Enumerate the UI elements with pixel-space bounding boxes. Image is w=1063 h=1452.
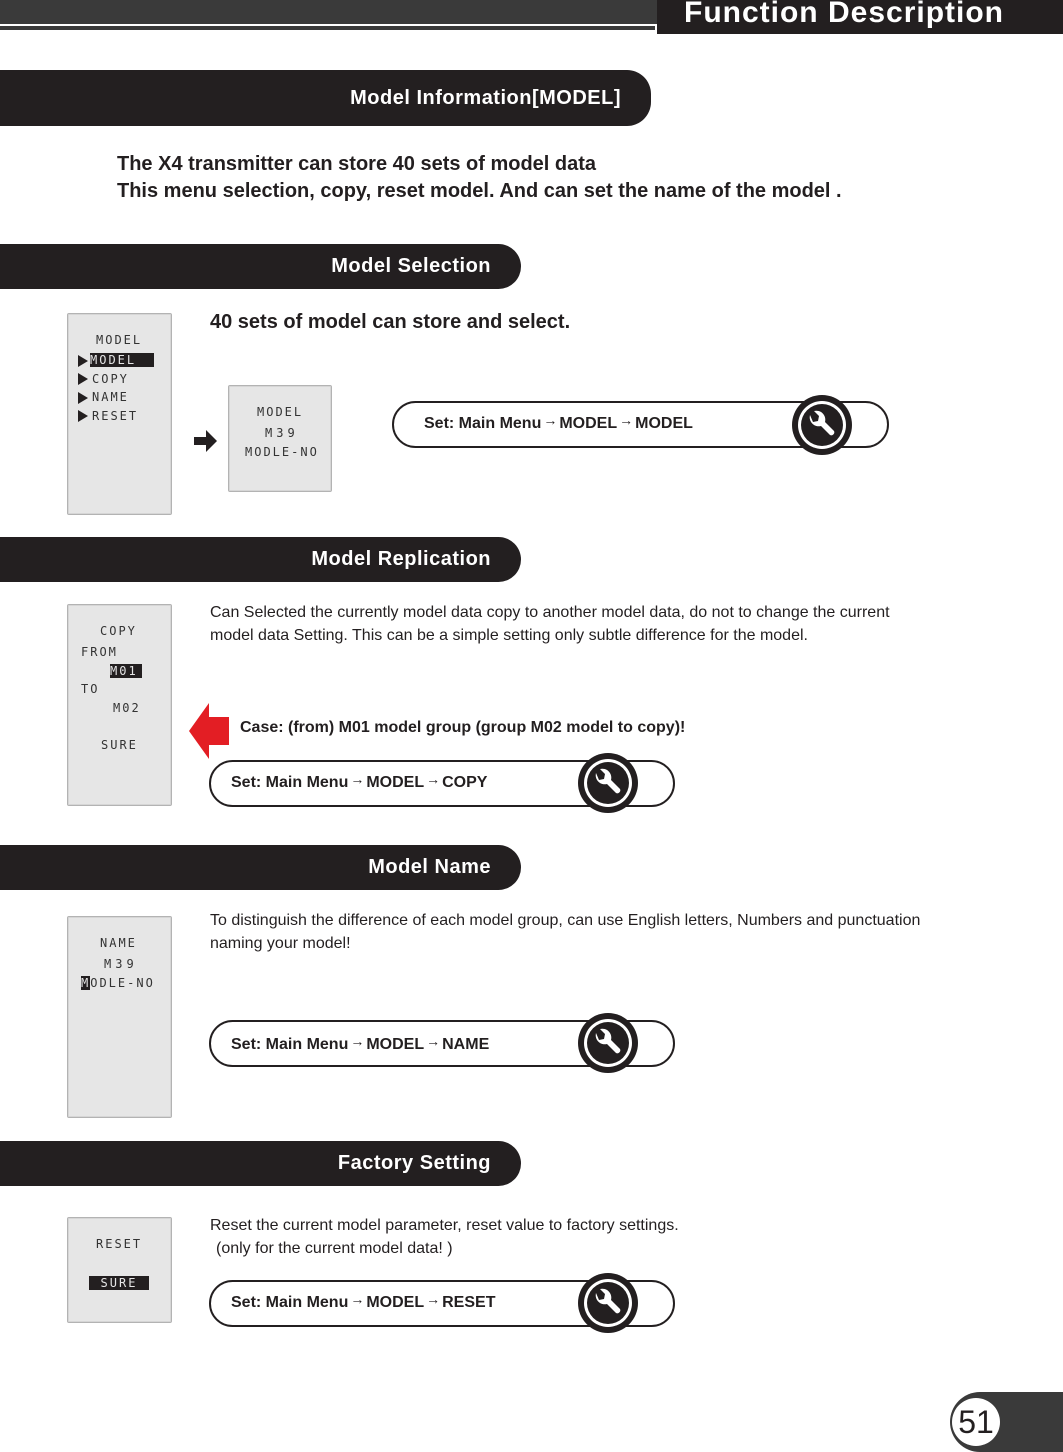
page-title: Function Description [684,0,1004,29]
lcd-screen-model-select [228,385,332,492]
arrow-icon: → [350,771,365,787]
lcd-to-label: TO [81,682,100,696]
path-prefix: Set: Main Menu [231,1036,349,1053]
path-prefix: Set: Main Menu [231,1294,349,1311]
section-banner-selection [0,244,521,289]
wrench-icon [576,751,640,815]
arrow-icon: → [619,412,634,428]
intro-line-2: This menu selection, copy, reset model. And can set the name of the model . [117,180,842,202]
lcd-name-rest: ODLE-NO [90,976,155,990]
header-rule [0,26,655,30]
name-description: To distinguish the difference of each model group, can use English letters, Numbers and punctuation naming your model! [210,912,921,952]
lcd-screen-name [67,916,172,1118]
arrow-left-icon [189,703,229,759]
arrow-icon: → [426,1291,441,1307]
path-prefix: Set: Main Menu [424,415,542,432]
header-bar [0,0,660,24]
wrench-icon [576,1011,640,1075]
section-title: Model Information[MODEL] [350,86,621,109]
intro-line-1: The X4 transmitter can store 40 sets of model data [117,153,597,175]
lcd-screen-model-menu [67,313,172,515]
menu-path-text [231,1033,490,1054]
pointer-icon [78,373,88,385]
section-banner-factory [0,1141,521,1186]
page-number: 51 [952,1398,1000,1446]
section-banner-model-info [0,70,651,126]
menu-path-text [231,1291,496,1312]
arrow-icon: → [350,1291,365,1307]
lcd-item-model: MODEL [90,353,154,367]
menu-path-text [231,771,488,792]
lcd-model-number: M39 [265,426,299,440]
lcd-model-number: M39 [104,957,138,971]
lcd-model-name [81,976,155,990]
lcd-item-reset: RESET [92,409,139,423]
lcd-cursor: M [81,976,91,990]
path-step: MODEL [559,415,618,432]
arrow-icon: → [543,412,558,428]
lcd-title: COPY [100,624,137,638]
path-prefix: Set: Main Menu [231,774,349,791]
factory-description [210,1214,925,1260]
path-step: MODEL [635,415,693,432]
lcd-screen-reset [67,1217,172,1323]
lcd-from-label: FROM [81,645,118,659]
lcd-sure: SURE [89,1276,149,1290]
lcd-to-value: M02 [113,701,141,715]
intro-text [117,151,842,205]
path-step: RESET [442,1294,496,1311]
pointer-icon [78,392,88,404]
lcd-title: MODEL [96,333,143,347]
path-step: COPY [442,774,488,791]
lcd-from-value: M01 [110,664,142,678]
pointer-icon [78,410,88,422]
lcd-model-name: MODLE-NO [245,445,319,459]
arrow-icon: → [426,771,441,787]
lcd-title: MODEL [257,405,304,419]
lcd-item-name: NAME [92,390,129,404]
lcd-title: RESET [96,1237,143,1251]
arrow-icon: → [426,1033,441,1049]
section-banner-name [0,845,521,890]
lcd-sure: SURE [101,738,138,752]
section-title: Model Name [368,856,491,878]
factory-text-1: Reset the current model parameter, reset value to factory settings. [210,1217,679,1234]
wrench-icon [790,393,854,457]
arrow-icon: → [350,1033,365,1049]
replication-description: Can Selected the currently model data copy to another model data, do not to change the current model data Setting. This can be a simple setting only subtle difference for the model. [210,604,890,644]
section-banner-replication [0,537,521,582]
selection-description: 40 sets of model can store and select. [210,311,571,333]
wrench-icon [576,1271,640,1335]
lcd-item-copy: COPY [92,372,129,386]
path-step: MODEL [366,1294,425,1311]
path-step: MODEL [366,774,425,791]
path-step: MODEL [366,1036,425,1053]
menu-path-text [424,412,693,433]
section-title: Factory Setting [337,1152,491,1174]
arrow-right-icon [194,430,218,454]
section-title: Model Selection [331,255,491,277]
section-title: Model Replication [311,548,491,570]
replication-case: Case: (from) M01 model group (group M02 model to copy)! [240,719,686,736]
pointer-icon [78,355,88,367]
factory-text-2: (only for the current model data! ) [216,1240,453,1257]
lcd-screen-copy [67,604,172,806]
lcd-title: NAME [100,936,137,950]
path-step: NAME [442,1036,490,1053]
